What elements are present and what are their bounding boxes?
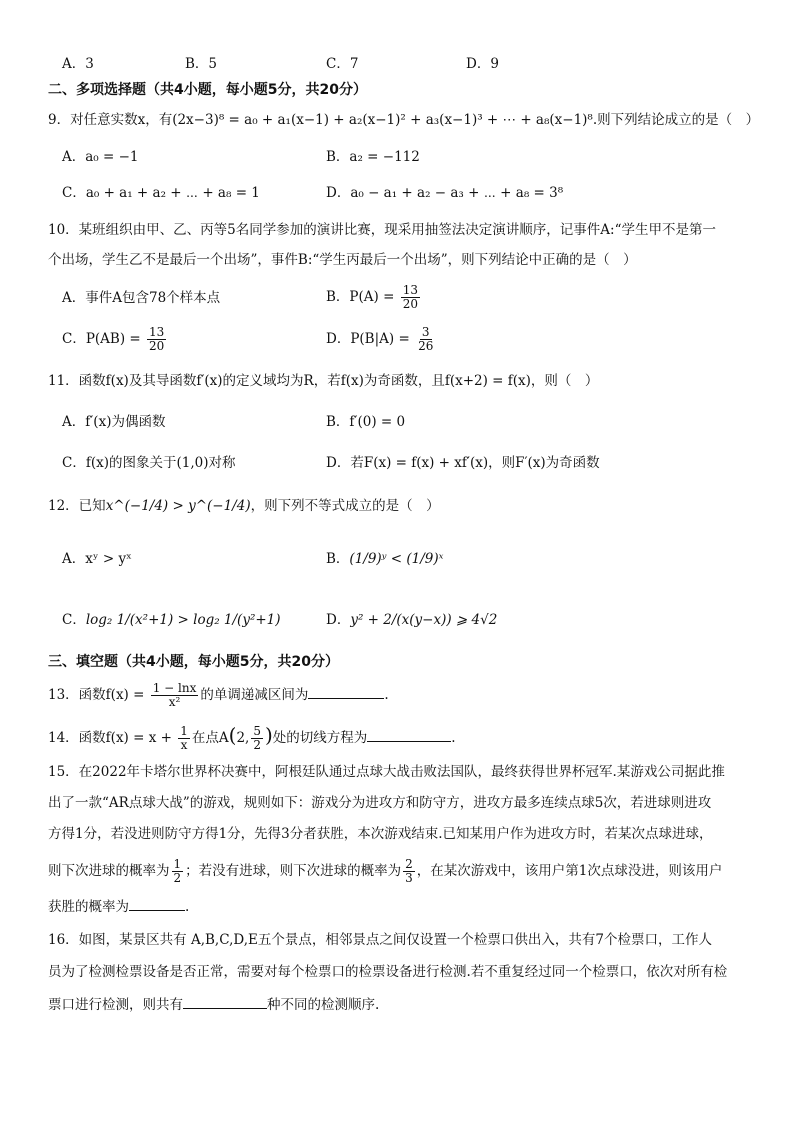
q12-stem-inequality: x^(−1/4) > y^(−1/4) xyxy=(105,498,251,514)
q15-answer-blank[interactable] xyxy=(129,896,185,911)
q14-denominator: x xyxy=(180,738,188,752)
q14-answer-blank[interactable] xyxy=(367,727,451,742)
q9-option-d: D．a₀ − a₁ + a₂ − a₃ + ⋯ + a₈ = 3⁸ xyxy=(326,185,564,201)
q12-option-d xyxy=(326,610,497,630)
q9-option-a: A．a₀ = −1 xyxy=(62,149,139,165)
q15-line-2: 出了一款“AR点球大战”的游戏，规则如下：游戏分为进攻方和防守方，进攻方最多连续点球5次，若进球则进攻 xyxy=(48,795,712,811)
q11-option-d: D．若F(x) = f(x) + xf′(x)，则F′(x)为奇函数 xyxy=(326,455,600,471)
q10-option-c-text: C．P(AB) = xyxy=(62,331,141,347)
q8-option-d: D．9 xyxy=(466,56,499,72)
q12-option-d-math: y² + 2/(x(y−x)) ⩾ 4√2 xyxy=(350,612,498,628)
q15-fraction-1 xyxy=(172,858,184,885)
q11-option-b: B．f′(0) = 0 xyxy=(326,414,406,430)
q12-option-a: A．xʸ > yˣ xyxy=(62,551,132,567)
q15-fraction-2 xyxy=(403,858,415,885)
q15-line-4-c: ，在某次游戏中，该用户第1次点球没进，则该用户 xyxy=(416,863,723,879)
section-2-title: 二、多项选择题（共4小题，每小题5分，共20分） xyxy=(48,82,367,98)
q12-option-c xyxy=(62,610,281,630)
q15-f2-denominator: 3 xyxy=(405,871,413,885)
q10-b-numerator: 13 xyxy=(402,283,418,297)
q15-f1-denominator: 2 xyxy=(173,871,182,885)
q9-option-c: C．a₀ + a₁ + a₂ + ⋯ + a₈ = 1 xyxy=(62,185,260,201)
q11-stem: 11．函数f(x)及其导函数f′(x)的定义域均为R，若f(x)为奇函数，且f(x+2) = f(x)，则（ ） xyxy=(48,373,599,389)
q14-mid: 在点A xyxy=(191,730,229,746)
q10-c-denominator: 20 xyxy=(149,339,165,353)
q10-option-b-text: B．P(A) = xyxy=(326,289,395,305)
q12-option-b-label: B． xyxy=(326,551,350,567)
q12-stem-prefix: 12．已知 xyxy=(48,498,106,514)
q14-prefix: 14．函数f(x) = x + xyxy=(48,730,172,746)
q8-option-c: C．7 xyxy=(326,56,359,72)
q16-line-2: 员为了检测检票设备是否正常，需要对每个检票口的检票设备进行检测.若不重复经过同一个检票口，依次对所有检 xyxy=(48,964,728,980)
q16-answer-blank[interactable] xyxy=(183,994,267,1009)
q10-c-numerator: 13 xyxy=(149,325,165,339)
q16-line-3-a: 票口进行检测，则共有 xyxy=(48,997,183,1013)
q10-option-a: A．事件A包含78个样本点 xyxy=(62,290,221,306)
q16-line-1: 16．如图，某景区共有 A,B,C,D,E五个景点，相邻景点之间仅设置一个检票口供出入，共有7个检票口，工作人 xyxy=(48,932,712,948)
q13-denominator: x² xyxy=(168,695,181,709)
q14-numerator: 1 xyxy=(180,724,188,738)
q13 xyxy=(48,678,389,712)
q10-option-d-text: D．P(B|A) = xyxy=(326,331,410,347)
q15-line-1: 15．在2022年卡塔尔世界杯决赛中，阿根廷队通过点球大战击败法国队，最终获得世界杯冠军.某游戏公司据此推 xyxy=(48,764,725,780)
q13-prefix: 13．函数f(x) = xyxy=(48,687,145,703)
q14: 14．函数f(x) = x + $\frac{1}{x}$ 在点A(2, $\frac{5}{2}$ )处的切线方程为 . xyxy=(48,723,456,752)
q8-option-a: A．3 xyxy=(62,56,94,72)
q15-line-5-text: 获胜的概率为 xyxy=(48,899,129,915)
q14-end: . xyxy=(451,730,456,746)
q12-option-c-label: C． xyxy=(62,612,86,628)
q11-option-c: C．f(x)的图象关于(1,0)对称 xyxy=(62,455,236,471)
q12-option-d-label: D． xyxy=(326,612,351,628)
q14-point-denominator: 2 xyxy=(253,738,261,752)
q9-option-b: B．a₂ = −112 xyxy=(326,149,420,165)
q10-option-d xyxy=(326,322,437,356)
q16-line-3-b: 种不同的检测顺序. xyxy=(267,997,380,1013)
q10-option-b xyxy=(326,280,422,314)
q12-option-c-math: log₂ 1/(x²+1) > log₂ 1/(y²+1) xyxy=(85,612,281,628)
q10-stem-line-1: 10．某班组织由甲、乙、丙等5名同学参加的演讲比赛，现采用抽签法决定演讲顺序，记事件A:“学生甲不是第一 xyxy=(48,222,716,238)
q15-line-5 xyxy=(48,896,189,917)
q13-fraction xyxy=(151,682,199,709)
q10-option-c-fraction xyxy=(147,326,166,353)
section-3-title: 三、填空题（共4小题，每小题5分，共20分） xyxy=(48,654,339,670)
q10-option-d-fraction xyxy=(416,326,435,353)
q11-option-a: A．f′(x)为偶函数 xyxy=(62,414,166,430)
q12-option-b-math: (1/9)ʸ < (1/9)ˣ xyxy=(349,551,444,567)
q16-line-3 xyxy=(48,994,379,1015)
q15-line-4-a: 则下次进球的概率为 xyxy=(48,863,170,879)
q14-suffix: 处的切线方程为 xyxy=(272,730,368,746)
q8-option-b: B．5 xyxy=(185,56,218,72)
q13-end: . xyxy=(384,687,389,703)
q10-option-b-fraction xyxy=(401,284,420,311)
q12-option-b xyxy=(326,549,443,569)
q10-b-denominator: 20 xyxy=(402,297,418,311)
q14-point-fraction xyxy=(251,725,263,752)
q13-answer-blank[interactable] xyxy=(308,684,384,699)
q15-line-3: 方得1分，若没进则防守方得1分，先得3分者获胜，本次游戏结束.已知某用户作为进攻方时，若某次点球进球， xyxy=(48,826,713,842)
q14-fraction xyxy=(178,725,190,752)
q10-d-numerator: 3 xyxy=(421,325,430,339)
q15-f1-numerator: 1 xyxy=(173,857,182,871)
q12-stem-suffix: ，则下列不等式成立的是（ ） xyxy=(250,498,440,514)
q9-stem: 9．对任意实数x，有(2x−3)⁸ = a₀ + a₁(x−1) + a₂(x−1)² + a₃(x−1)³ + ⋯ + a₈(x−1)⁸.则下列结论成立的是（ ） xyxy=(48,112,760,128)
q10-option-c xyxy=(62,322,168,356)
q12-stem xyxy=(48,496,440,516)
q15-line-4 xyxy=(48,854,722,888)
q15-f2-numerator: 2 xyxy=(405,857,413,871)
q15-end: . xyxy=(185,899,190,915)
q13-numerator: 1 − lnx xyxy=(152,681,197,695)
q10-d-denominator: 26 xyxy=(418,339,434,353)
q13-suffix: 的单调递减区间为 xyxy=(200,687,309,703)
q14-point-numerator: 5 xyxy=(253,724,261,738)
q10-stem-line-2: 个出场，学生乙不是最后一个出场”，事件B:“学生丙最后一个出场”，则下列结论中正确的是（ ） xyxy=(48,252,637,268)
q15-line-4-b: ；若没有进球，则下次进球的概率为 xyxy=(185,863,402,879)
